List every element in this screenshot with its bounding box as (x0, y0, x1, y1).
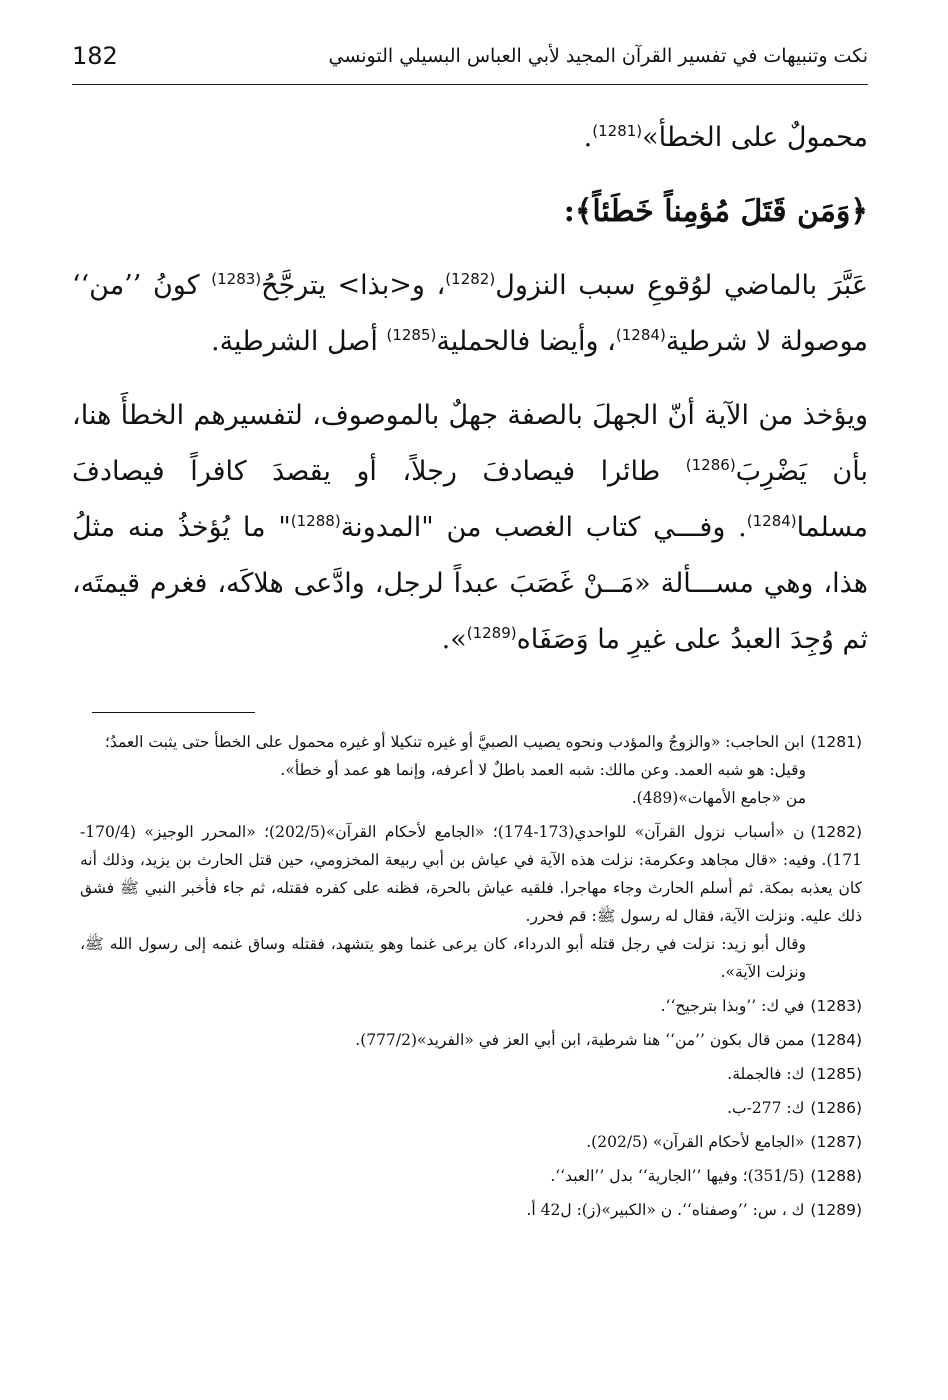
footnote-1286 (80, 1094, 862, 1122)
paragraph-3-text-d: " ما يُؤخذُ منه مثلُ هذا، وهي مســـألة «مَــنْ غَصَبَ عبداً لرجل، وادَّعى هلاكَه، فغرم قيمتَه، ثم وُجِدَ العبدُ على غيرِ ما وَصَفَاه (72, 512, 868, 655)
footnote-number: (1289) (810, 1201, 862, 1219)
page-header (72, 34, 868, 78)
paragraph-2-text-c: كونُ ’’من‘‘ موصولة لا شرطية (72, 270, 868, 357)
footnote-text: في ك: ’’وبذا بترجيح‘‘. (660, 997, 805, 1015)
footnote-ref-1281: (1281) (592, 122, 643, 140)
paragraph-3-text-b: طائرا فيصادفَ رجلاً، أو يقصدَ كافراً فيصادفَ مسلما (72, 456, 868, 543)
footnote-1288 (80, 1162, 862, 1190)
footnote-text: ابن الحاجب: «والزوجُ والمؤدب ونحوه يصيب الصبيَّ أو غيره تنكيلا أو غيره محمول على الخطأ حتى يثبت العمدُ؛ (104, 733, 805, 751)
main-text (72, 110, 868, 668)
footnote-ref-1286: (1286) (685, 456, 736, 474)
footnote-number: (1286) (810, 1099, 862, 1117)
footnote-ref-1284: (1284) (615, 326, 666, 344)
footnote-1283 (80, 992, 862, 1020)
paragraph-3 (72, 388, 868, 668)
footnote-ref-1284b: (1284) (746, 512, 797, 530)
header-divider (72, 84, 868, 85)
footnote-1285 (80, 1060, 862, 1088)
paragraph-2-text-b: ، و<بذا> يترجَّحُ (261, 270, 446, 301)
paragraph-2-text-e: أصل الشرطية. (211, 326, 387, 357)
footnote-1284 (80, 1026, 862, 1054)
page-number: 182 (72, 42, 118, 70)
footnote-number: (1283) (810, 997, 862, 1015)
paragraph-1 (72, 110, 868, 166)
footnote-number: (1284) (810, 1031, 862, 1049)
footnote-1281 (80, 728, 862, 812)
footnote-1289 (80, 1196, 862, 1224)
paragraph-2-text-d: ، وأيضا فالحملية (436, 326, 616, 357)
paragraph-1-end: . (583, 122, 593, 153)
footnote-text-line: وقيل: هو شبه العمد. وعن مالك: شبه العمد باطلٌ لا أعرفه، وإنما هو عمد أو خطأ». (280, 761, 806, 779)
paragraph-2-text-a: عَبَّرَ بالماضي لوُقوعِ سبب النزول (495, 270, 868, 301)
footnote-text: ممن قال بكون ’’من‘‘ هنا شرطية، ابن أبي العز في «الفريد»(777/2). (355, 1031, 805, 1049)
footnote-text-line: من «جامع الأمهات»(489). (631, 789, 806, 807)
quran-verse-heading: ﴿وَمَن قَتَلَ مُؤمِناً خَطَئاً﴾: (563, 194, 868, 229)
footnote-1287 (80, 1128, 862, 1156)
footnote-ref-1288: (1288) (290, 512, 341, 530)
footnote-number: (1282) (810, 823, 862, 841)
paragraph-2 (72, 258, 868, 370)
footnote-number: (1287) (810, 1133, 862, 1151)
footnote-ref-1283: (1283) (211, 270, 262, 288)
running-title: نكت وتنبيهات في تفسير القرآن المجيد لأبي العباس البسيلي التونسي (328, 44, 868, 67)
footnote-ref-1285: (1285) (386, 326, 437, 344)
footnote-ref-1289: (1289) (466, 624, 517, 642)
footnote-text: (351/5)؛ وفيها ’’الجارية‘‘ بدل ’’العبد‘‘. (550, 1167, 805, 1185)
paragraph-3-text-a: ويؤخذ من الآية أنّ الجهلَ بالصفة جهلٌ بالموصوف، لتفسيرهم الخطأَ هنا، بأن يَضْرِبَ (72, 400, 868, 487)
paragraph-1-text: محمولٌ على الخطأ» (642, 122, 868, 153)
footnote-1282 (80, 818, 862, 986)
footnotes (80, 728, 862, 1230)
footnote-number: (1288) (810, 1167, 862, 1185)
footnote-ref-1282: (1282) (445, 270, 496, 288)
paragraph-3-text-c: . وفـــي كتاب الغصب من "المدونة (340, 512, 747, 543)
footnote-text: ك ، س: ’’وصفناه‘‘. ن «الكبير»(ز): ل42 أ. (526, 1201, 805, 1219)
footnote-text-line: وقال أبو زيد: نزلت في رجل قتله أبو الدرداء، كان يرعى غنما وهو يتشهد، فقتله وساق غنمه إلى رسول الله ﷺ، ونزلت الآية». (80, 935, 806, 981)
footnote-text: «الجامع لأحكام القرآن» (202/5). (586, 1133, 805, 1151)
footnote-text: ك: فالجملة. (727, 1065, 805, 1083)
footnote-number: (1285) (810, 1065, 862, 1083)
paragraph-3-text-e: ». (441, 624, 467, 655)
footnote-separator (92, 712, 255, 713)
footnote-text: ك: 277-ب. (727, 1099, 805, 1117)
footnote-text: ن «أسباب نزول القرآن» للواحدي(173-174)؛ «الجامع لأحكام القرآن»(202/5)؛ «المحرر الوجيز» (170/4-171). وفيه: «قال مجاهد وعكرمة: نزلت هذه الآية في عياش بن أبي ربيعة المخزومي، حين قتل الحارث بن يزيد، وذلك أنه كان يعذبه بمكة. ثم أسلم الحارث وجاء مهاجرا. فلقيه عياش بالحرة، فظنه على كفره فقتله، ثم جاء فأخبر النبي ﷺ فشق ذلك عليه. ونزلت الآية، فقال له رسول ﷺ: قم فحرر. (80, 823, 862, 925)
footnote-number: (1281) (810, 733, 862, 751)
